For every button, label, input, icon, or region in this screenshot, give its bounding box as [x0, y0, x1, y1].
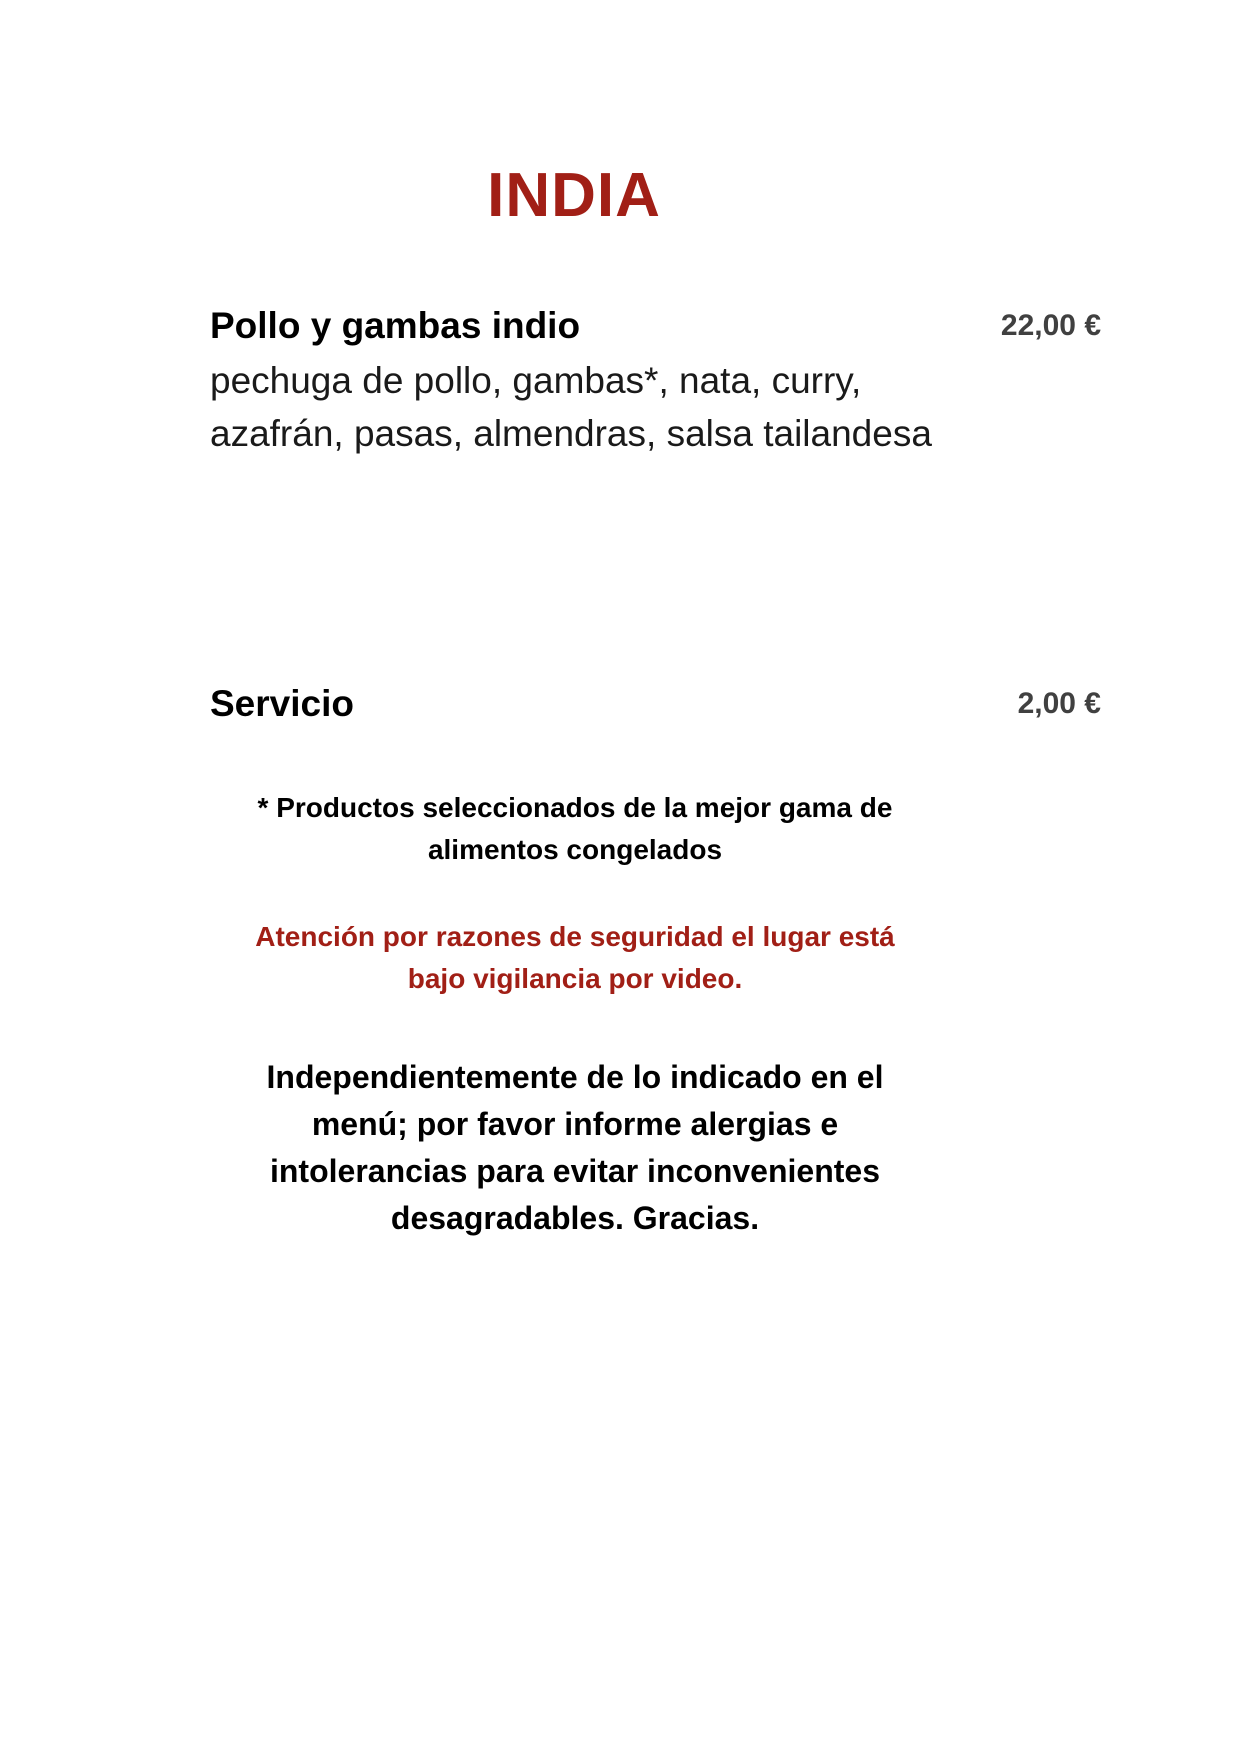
dish-name: Pollo y gambas indio [210, 305, 581, 346]
dish-price: 22,00 € [1000, 309, 1101, 342]
frozen-products-note: * Productos seleccionados de la mejor gama de alimentos congelados [257, 792, 893, 865]
allergy-note: Independientemente de lo indicado en el menú; por favor informe alergias e intolerancias para evitar inconvenientes desagradables. Gracias. [266, 1059, 884, 1236]
video-surveillance-note: Atención por razones de seguridad el lugar está bajo vigilancia por video. [255, 921, 895, 994]
dish-description: pechuga de pollo, gambas*, nata, curry, azafrán, pasas, almendras, salsa tailandesa [210, 360, 932, 454]
page-title: INDIA [487, 161, 661, 230]
service-price: 2,00 € [1017, 687, 1101, 720]
service-name: Servicio [210, 683, 354, 724]
